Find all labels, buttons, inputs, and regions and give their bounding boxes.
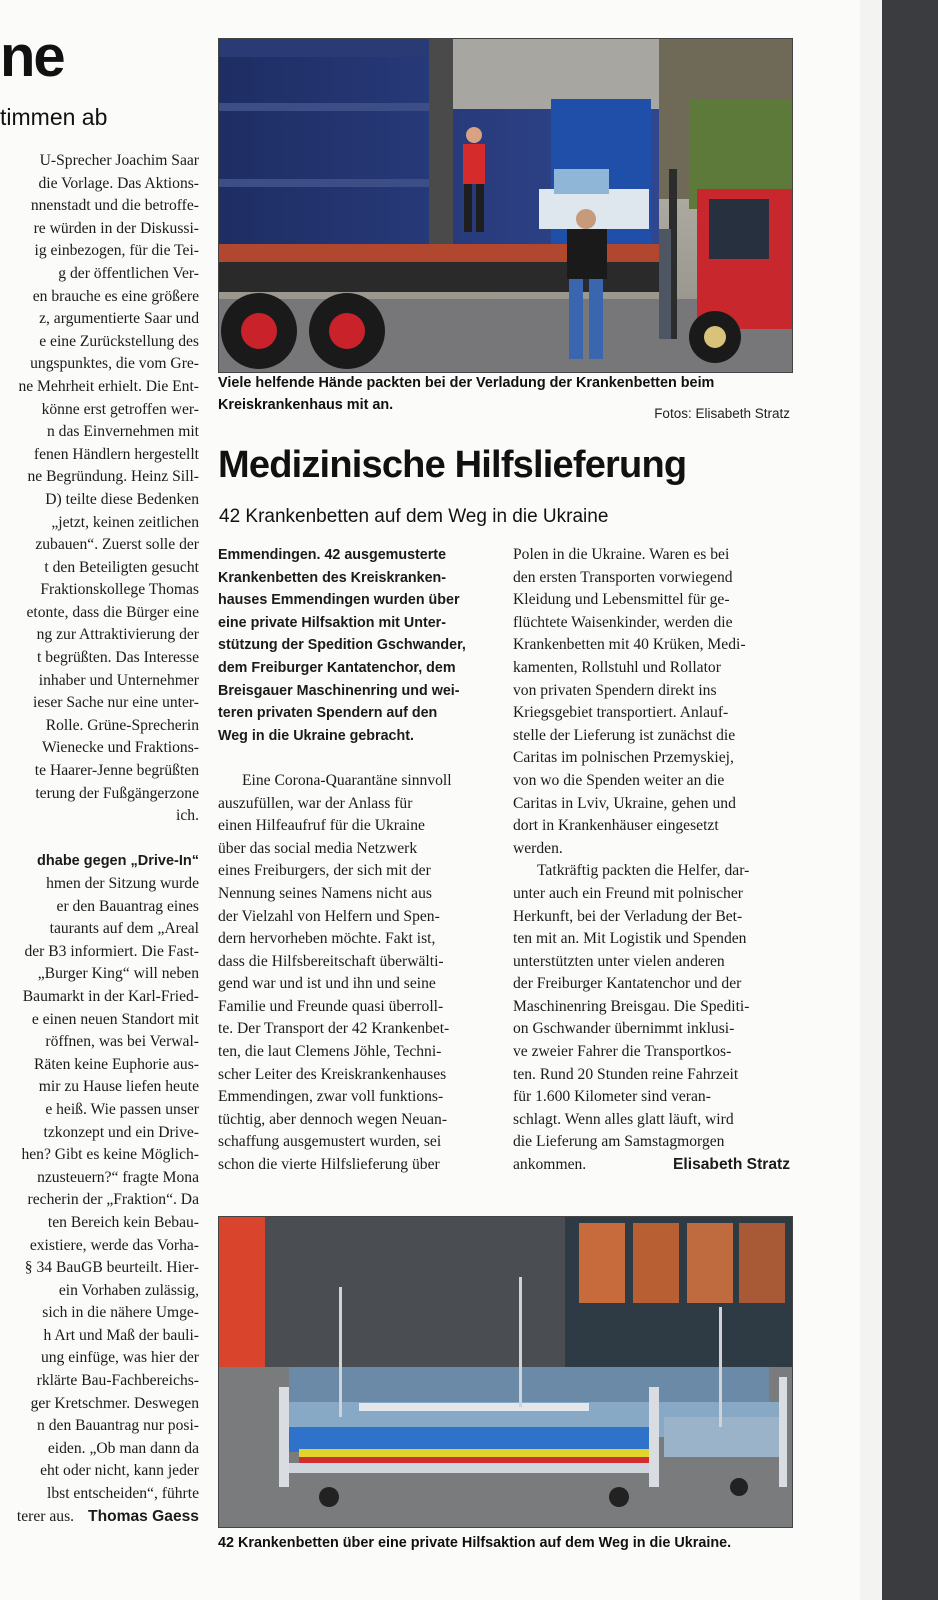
- text-line: te. Der Transport der 42 Krankenbet-: [218, 1020, 450, 1038]
- text-line: h Art und Maß der bauli-: [43, 1326, 199, 1344]
- text-line: ten. Rund 20 Stunden reine Fahrzeit: [513, 1065, 739, 1083]
- left-author: Thomas Gaess: [88, 1507, 199, 1525]
- text-line: „Burger King“ will neben: [37, 965, 199, 983]
- left-article-column: [0, 0, 205, 1600]
- text-line: nnenstadt und die betroffe-: [30, 197, 199, 215]
- text-line: Caritas im polnischen Przemyskiej,: [513, 749, 734, 767]
- text-line: nzusteuern?“ fragte Mona: [37, 1168, 199, 1186]
- text-line: schon die vierte Hilfslieferung über: [218, 1156, 440, 1174]
- article-author: Elisabeth Stratz: [673, 1156, 790, 1174]
- text-line: unterstützten unter vielen anderen: [513, 952, 725, 970]
- text-line: ig einbezogen, für die Tei-: [34, 242, 199, 260]
- lead-line: dem Freiburger Kantatenchor, dem: [218, 659, 456, 676]
- text-line: Familie und Freunde quasi überroll-: [218, 997, 444, 1015]
- photo1-caption: Viele helfende Hände packten bei der Verladung der Krankenbetten beim Kreiskrankenhaus mit an.: [218, 375, 715, 413]
- text-line: stelle der Lieferung ist zunächst die: [513, 726, 736, 744]
- text-line: e einen neuen Standort mit: [31, 1010, 199, 1028]
- text-line: Polen in die Ukraine. Waren es bei: [513, 546, 730, 563]
- text-line-last: [513, 1154, 790, 1177]
- text-line: dort in Krankenhäuser eingesetzt: [513, 817, 719, 835]
- text-line-last: [0, 1506, 199, 1529]
- text-line: fenen Händlern hergestellt: [33, 445, 199, 463]
- text-line: ich.: [176, 807, 199, 825]
- text-line: g der öffentlichen Ver-: [58, 264, 199, 282]
- left-body-text: [0, 150, 199, 1528]
- text-line: die Vorlage. Das Aktions-: [38, 174, 199, 192]
- text-line: dern hervorheben möchte. Fakt ist,: [218, 930, 436, 948]
- article-column-1: [218, 544, 495, 1177]
- text-line: ieser Sache nur eine unter-: [33, 694, 199, 712]
- text-line: ten mit an. Mit Logistik und Spenden: [513, 930, 747, 948]
- text-line: z, argumentierte Saar und: [39, 310, 199, 328]
- text-line: t begrüßten. Das Interesse: [37, 649, 199, 667]
- text-line: den ersten Transporten vorwiegend: [513, 568, 733, 586]
- text-line: von privaten Spendern direkt ins: [513, 681, 717, 699]
- text-line: t den Beteiligten gesucht: [44, 558, 199, 576]
- text-line: dass die Hilfsbereitschaft überwälti-: [218, 952, 444, 970]
- text-line: der B3 informiert. Die Fast-: [24, 942, 199, 960]
- text-line: ten, die laut Clemens Jöhle, Techni-: [218, 1043, 442, 1061]
- screen-edge: [882, 0, 938, 1600]
- lead-line: eine private Hilfsaktion mit Unter-: [218, 614, 447, 631]
- text-line: auszufüllen, war der Anlass für: [218, 794, 413, 812]
- text-line: ve zweier Fahrer die Transportkos-: [513, 1043, 732, 1061]
- text-line: gend war und ist und ihn und seine: [218, 975, 436, 993]
- lead-line: Weg in die Ukraine gebracht.: [218, 727, 414, 744]
- text-line: ein Vorhaben zulässig,: [58, 1281, 199, 1299]
- text-line: scher Leiter des Kreiskrankenhauses: [218, 1065, 447, 1083]
- text-line: ung einfüge, was hier der: [40, 1349, 199, 1367]
- text-line: werden.: [513, 839, 563, 857]
- text-line: schlagt. Wenn alles glatt läuft, wird: [513, 1110, 734, 1128]
- text-line: Räten keine Euphorie aus-: [34, 1055, 199, 1073]
- text-line: D) teilte diese Bedenken: [45, 490, 199, 508]
- text-line-tail: ankommen.: [513, 1156, 587, 1174]
- text-line: für 1.600 Kilometer sind veran-: [513, 1088, 711, 1106]
- text-line: n das Einvernehmen mit: [46, 423, 199, 441]
- text-line: einen Hilfeaufruf für die Ukraine: [218, 817, 425, 835]
- text-line: unter auch ein Freund mit polnischer: [513, 884, 743, 902]
- text-line: terung der Fußgängerzone: [35, 784, 199, 802]
- text-line: taurants auf dem „Areal: [49, 920, 199, 938]
- text-line: von wo die Spenden weiter an die: [513, 771, 725, 789]
- text-line: eiden. „Ob man dann da: [47, 1439, 199, 1457]
- text-line: hmen der Sitzung wurde: [46, 875, 199, 892]
- text-line: Wienecke und Fraktions-: [42, 739, 199, 757]
- text-line: en brauche es eine größere: [32, 287, 199, 305]
- text-line: e eine Zurückstellung des: [39, 332, 199, 350]
- text-line: Fraktionskollege Thomas: [40, 581, 199, 599]
- text-line: röffnen, was bei Verwal-: [45, 1033, 199, 1051]
- text-line-tail: terer aus.: [16, 1507, 75, 1525]
- text-line: Nennung seines Namens nicht aus: [218, 884, 432, 902]
- text-line: e heiß. Wie passen unser: [45, 1100, 199, 1118]
- article-dek: 42 Krankenbetten auf dem Weg in die Ukraine: [219, 506, 609, 527]
- text-line: Kriegsgebiet transportiert. Anlauf-: [513, 704, 729, 722]
- text-line: Rolle. Grüne-Sprecherin: [45, 716, 199, 734]
- text-line: ng zur Attraktivierung der: [36, 626, 199, 644]
- lead-line: teren privaten Spendern auf den: [218, 705, 438, 722]
- text-line: er den Bauantrag eines: [56, 897, 199, 915]
- left-headline-fragment: ne: [0, 24, 64, 89]
- text-line: Tatkräftig packten die Helfer, dar-: [537, 862, 750, 880]
- lead-line: Krankenbetten des Kreiskranken-: [218, 569, 447, 586]
- hospital-beds-illustration: [219, 1217, 792, 1527]
- article-headline: Medizinische Hilfslieferung: [218, 444, 687, 486]
- text-line: Emmendingen, zwar voll funktions-: [218, 1088, 444, 1106]
- text-line: te Haarer-Jenne begrüßten: [34, 762, 199, 780]
- text-line: kamenten, Rollstuhl und Rollator: [513, 658, 721, 676]
- text-line: eht oder nicht, kann jeder: [40, 1462, 199, 1480]
- text-line: Baumarkt in der Karl-Fried-: [22, 987, 199, 1005]
- photo2-caption: 42 Krankenbetten über eine private Hilfsaktion auf dem Weg in die Ukraine.: [218, 1535, 732, 1551]
- lead-line: stützung der Spedition Gschwander,: [218, 637, 466, 654]
- text-line: n den Bauantrag nur posi-: [37, 1417, 199, 1435]
- text-line: zubauen“. Zuerst solle der: [35, 536, 199, 554]
- lead-line: hauses Emmendingen wurden über: [218, 592, 460, 609]
- text-line: ne Mehrheit erhielt. Die Ent-: [18, 377, 199, 395]
- text-line: lbst entscheiden“, führte: [47, 1485, 199, 1503]
- truck-loading-illustration: [219, 39, 792, 372]
- truck-loading-photo: [218, 38, 793, 373]
- text-line: über das social media Netzwerk: [218, 839, 418, 857]
- text-line: existiere, werde das Vorha-: [29, 1236, 199, 1254]
- text-line: ungspunktes, die vom Gre-: [30, 355, 199, 373]
- text-line: tzkonzept und ein Drive-: [43, 1123, 199, 1141]
- text-line: flüchtete Waisenkinder, werden die: [513, 613, 733, 631]
- text-line: ne Begründung. Heinz Sill-: [27, 468, 199, 486]
- text-line: der Freiburger Kantatenchor und der: [513, 975, 742, 993]
- line-spacer: [218, 747, 495, 770]
- text-line: Herkunft, bei der Verladung der Bet-: [513, 907, 743, 925]
- left-subheadline-fragment: timmen ab: [0, 104, 108, 130]
- text-line: Caritas in Lviv, Ukraine, gehen und: [513, 794, 736, 812]
- text-line: mir zu Hause liefen heute: [38, 1078, 199, 1096]
- left-subhead: dhabe gegen „Drive-In“: [37, 853, 199, 870]
- text-line: on Gschwander übernimmt inklusi-: [513, 1020, 735, 1038]
- article-column-2: [513, 544, 790, 1177]
- text-line: die Lieferung am Samstagmorgen: [513, 1133, 725, 1151]
- text-line: Maschinenring Breisgau. Die Spediti-: [513, 997, 750, 1015]
- text-line: sich in die nähere Umge-: [42, 1304, 199, 1322]
- text-line: tüchtig, aber dennoch wegen Neuan-: [218, 1110, 448, 1128]
- text-line: Kleidung und Lebensmittel für ge-: [513, 591, 730, 609]
- text-line: schaffung ausgemustert wurden, sei: [218, 1133, 442, 1151]
- text-line: inhaber und Unternehmer: [38, 671, 199, 689]
- text-line: § 34 BauGB beurteilt. Hier-: [24, 1259, 199, 1277]
- text-line: ger Kretschmer. Deswegen: [30, 1394, 199, 1412]
- text-line: der Vielzahl von Helfern und Spen-: [218, 907, 440, 925]
- text-line: rklärte Bau-Fachbereichs-: [36, 1372, 199, 1390]
- line-spacer: [0, 828, 199, 851]
- text-line: hen? Gibt es keine Möglich-: [21, 1146, 199, 1164]
- hospital-beds-photo: [218, 1216, 793, 1528]
- lead-line: Emmendingen. 42 ausgemusterte: [218, 547, 447, 563]
- text-line: etonte, dass die Bürger eine: [26, 603, 199, 621]
- text-line: eines Freiburgers, der sich mit der: [218, 862, 431, 880]
- text-line: Eine Corona-Quarantäne sinnvoll: [242, 771, 452, 789]
- text-line: ten Bereich kein Bebau-: [47, 1213, 199, 1231]
- text-line: U-Sprecher Joachim Saar: [39, 152, 199, 169]
- page-gutter: [860, 0, 882, 1600]
- text-line: recherin der „Fraktion“. Da: [27, 1191, 199, 1209]
- lead-line: Breisgauer Maschinenring und wei-: [218, 682, 460, 699]
- text-line: „jetzt, keinen zeitlichen: [51, 513, 199, 531]
- photo-credit: Fotos: Elisabeth Stratz: [654, 406, 790, 421]
- text-line: Krankenbetten mit 40 Krüken, Medi-: [513, 636, 746, 654]
- text-line: re würden in der Diskussi-: [33, 219, 199, 237]
- text-line: könne erst getroffen wer-: [41, 400, 199, 418]
